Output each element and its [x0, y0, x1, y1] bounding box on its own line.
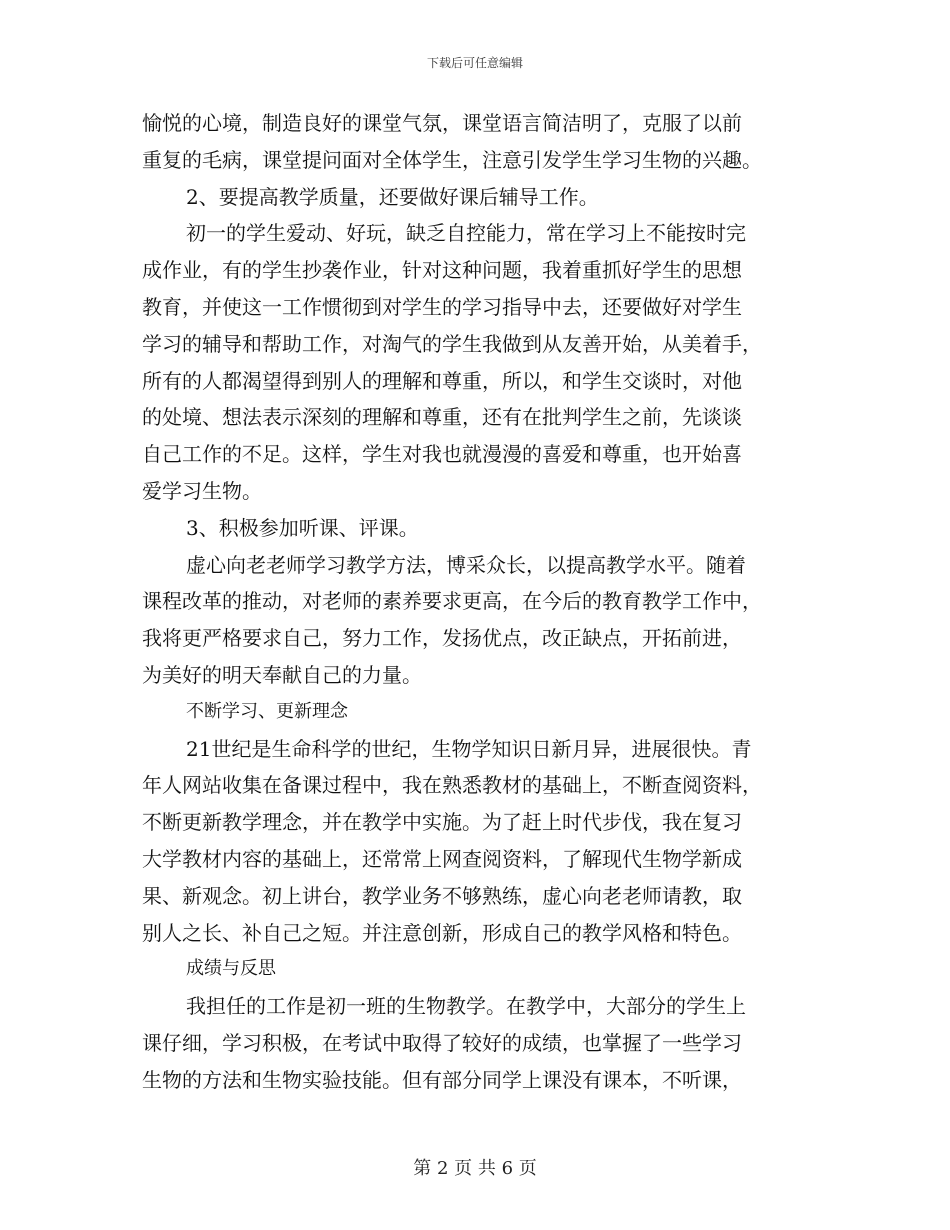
- text-line: 我将更严格要求自己，努力工作，发扬优点，改正缺点，开拓前进，: [142, 626, 742, 651]
- text-line: 不断学习、更新理念: [186, 700, 348, 722]
- paragraph: [142, 510, 812, 547]
- text-line: 年人网站收集在备课过程中，我在熟悉教材的基础上，不断查阅资料，: [142, 773, 762, 798]
- paragraph: [142, 215, 812, 509]
- text-line: 别人之长、补自己之短。并注意创新，形成自己的教学风格和特色。: [142, 920, 742, 945]
- text-line: 2、要提高教学质量，还要做好课后辅导工作。: [186, 184, 599, 209]
- text-line: 学习的辅导和帮助工作，对淘气的学生我做到从友善开始，从美着手，: [142, 331, 762, 356]
- text-line: 大学教材内容的基础上，还常常上网查阅资料，了解现代生物学新成: [142, 846, 742, 871]
- text-line: 3、积极参加听课、评课。: [186, 515, 419, 540]
- text-line: 为美好的明天奉献自己的力量。: [142, 662, 422, 687]
- page-header: 下载后可任意编辑: [426, 56, 523, 70]
- text-line: 重复的毛病，课堂提问面对全体学生，注意引发学生学习生物的兴趣。: [142, 147, 762, 172]
- text-line: 成绩与反思: [186, 958, 276, 980]
- section-heading: [142, 694, 812, 731]
- text-line: 课仔细，学习积极，在考试中取得了较好的成绩，也掌握了一些学习: [142, 1030, 742, 1055]
- text-line: 生物的方法和生物实验技能。但有部分同学上课没有课本，不听课，: [142, 1067, 742, 1092]
- paragraph: [142, 731, 812, 952]
- text-line: 果、新观念。初上讲台，教学业务不够熟练，虚心向老老师请教，取: [142, 883, 742, 908]
- paragraph: [142, 179, 812, 216]
- paragraph: [142, 547, 812, 694]
- text-line: 自己工作的不足。这样，学生对我也就漫漫的喜爱和尊重，也开始喜: [142, 442, 742, 467]
- text-line: 愉悦的心境，制造良好的课堂气氛，课堂语言简洁明了，克服了以前: [142, 111, 742, 135]
- text-line: 成作业，有的学生抄袭作业，针对这种问题，我着重抓好学生的思想: [142, 258, 742, 283]
- text-line: 虚心向老老师学习教学方法，博采众长，以提高教学水平。随着: [186, 552, 746, 577]
- text-line: 21世纪是生命科学的世纪，生物学知识日新月异，进展很快。青: [186, 736, 752, 761]
- section-heading: [142, 951, 812, 988]
- text-line: 教育，并使这一工作惯彻到对学生的学习指导中去，还要做好对学生: [142, 294, 742, 319]
- page-number: 第 2 页 共 6 页: [413, 1158, 537, 1179]
- paragraph: [142, 988, 812, 1098]
- text-line: 课程改革的推动，对老师的素养要求更高，在今后的教育教学工作中，: [142, 589, 762, 614]
- paragraph: [142, 105, 812, 179]
- text-line: 初一的学生爱动、好玩，缺乏自控能力，常在学习上不能按时完: [186, 221, 746, 246]
- document-body: [142, 105, 812, 1099]
- text-line: 爱学习生物。: [142, 478, 262, 503]
- text-line: 不断更新教学理念，并在教学中实施。为了赶上时代步伐，我在复习: [142, 810, 742, 835]
- text-line: 的处境、想法表示深刻的理解和尊重，还有在批判学生之前，先谈谈: [142, 405, 742, 430]
- text-line: 所有的人都渴望得到别人的理解和尊重，所以，和学生交谈时，对他: [142, 368, 742, 393]
- text-line: 我担任的工作是初一班的生物教学。在教学中，大部分的学生上: [186, 994, 746, 1019]
